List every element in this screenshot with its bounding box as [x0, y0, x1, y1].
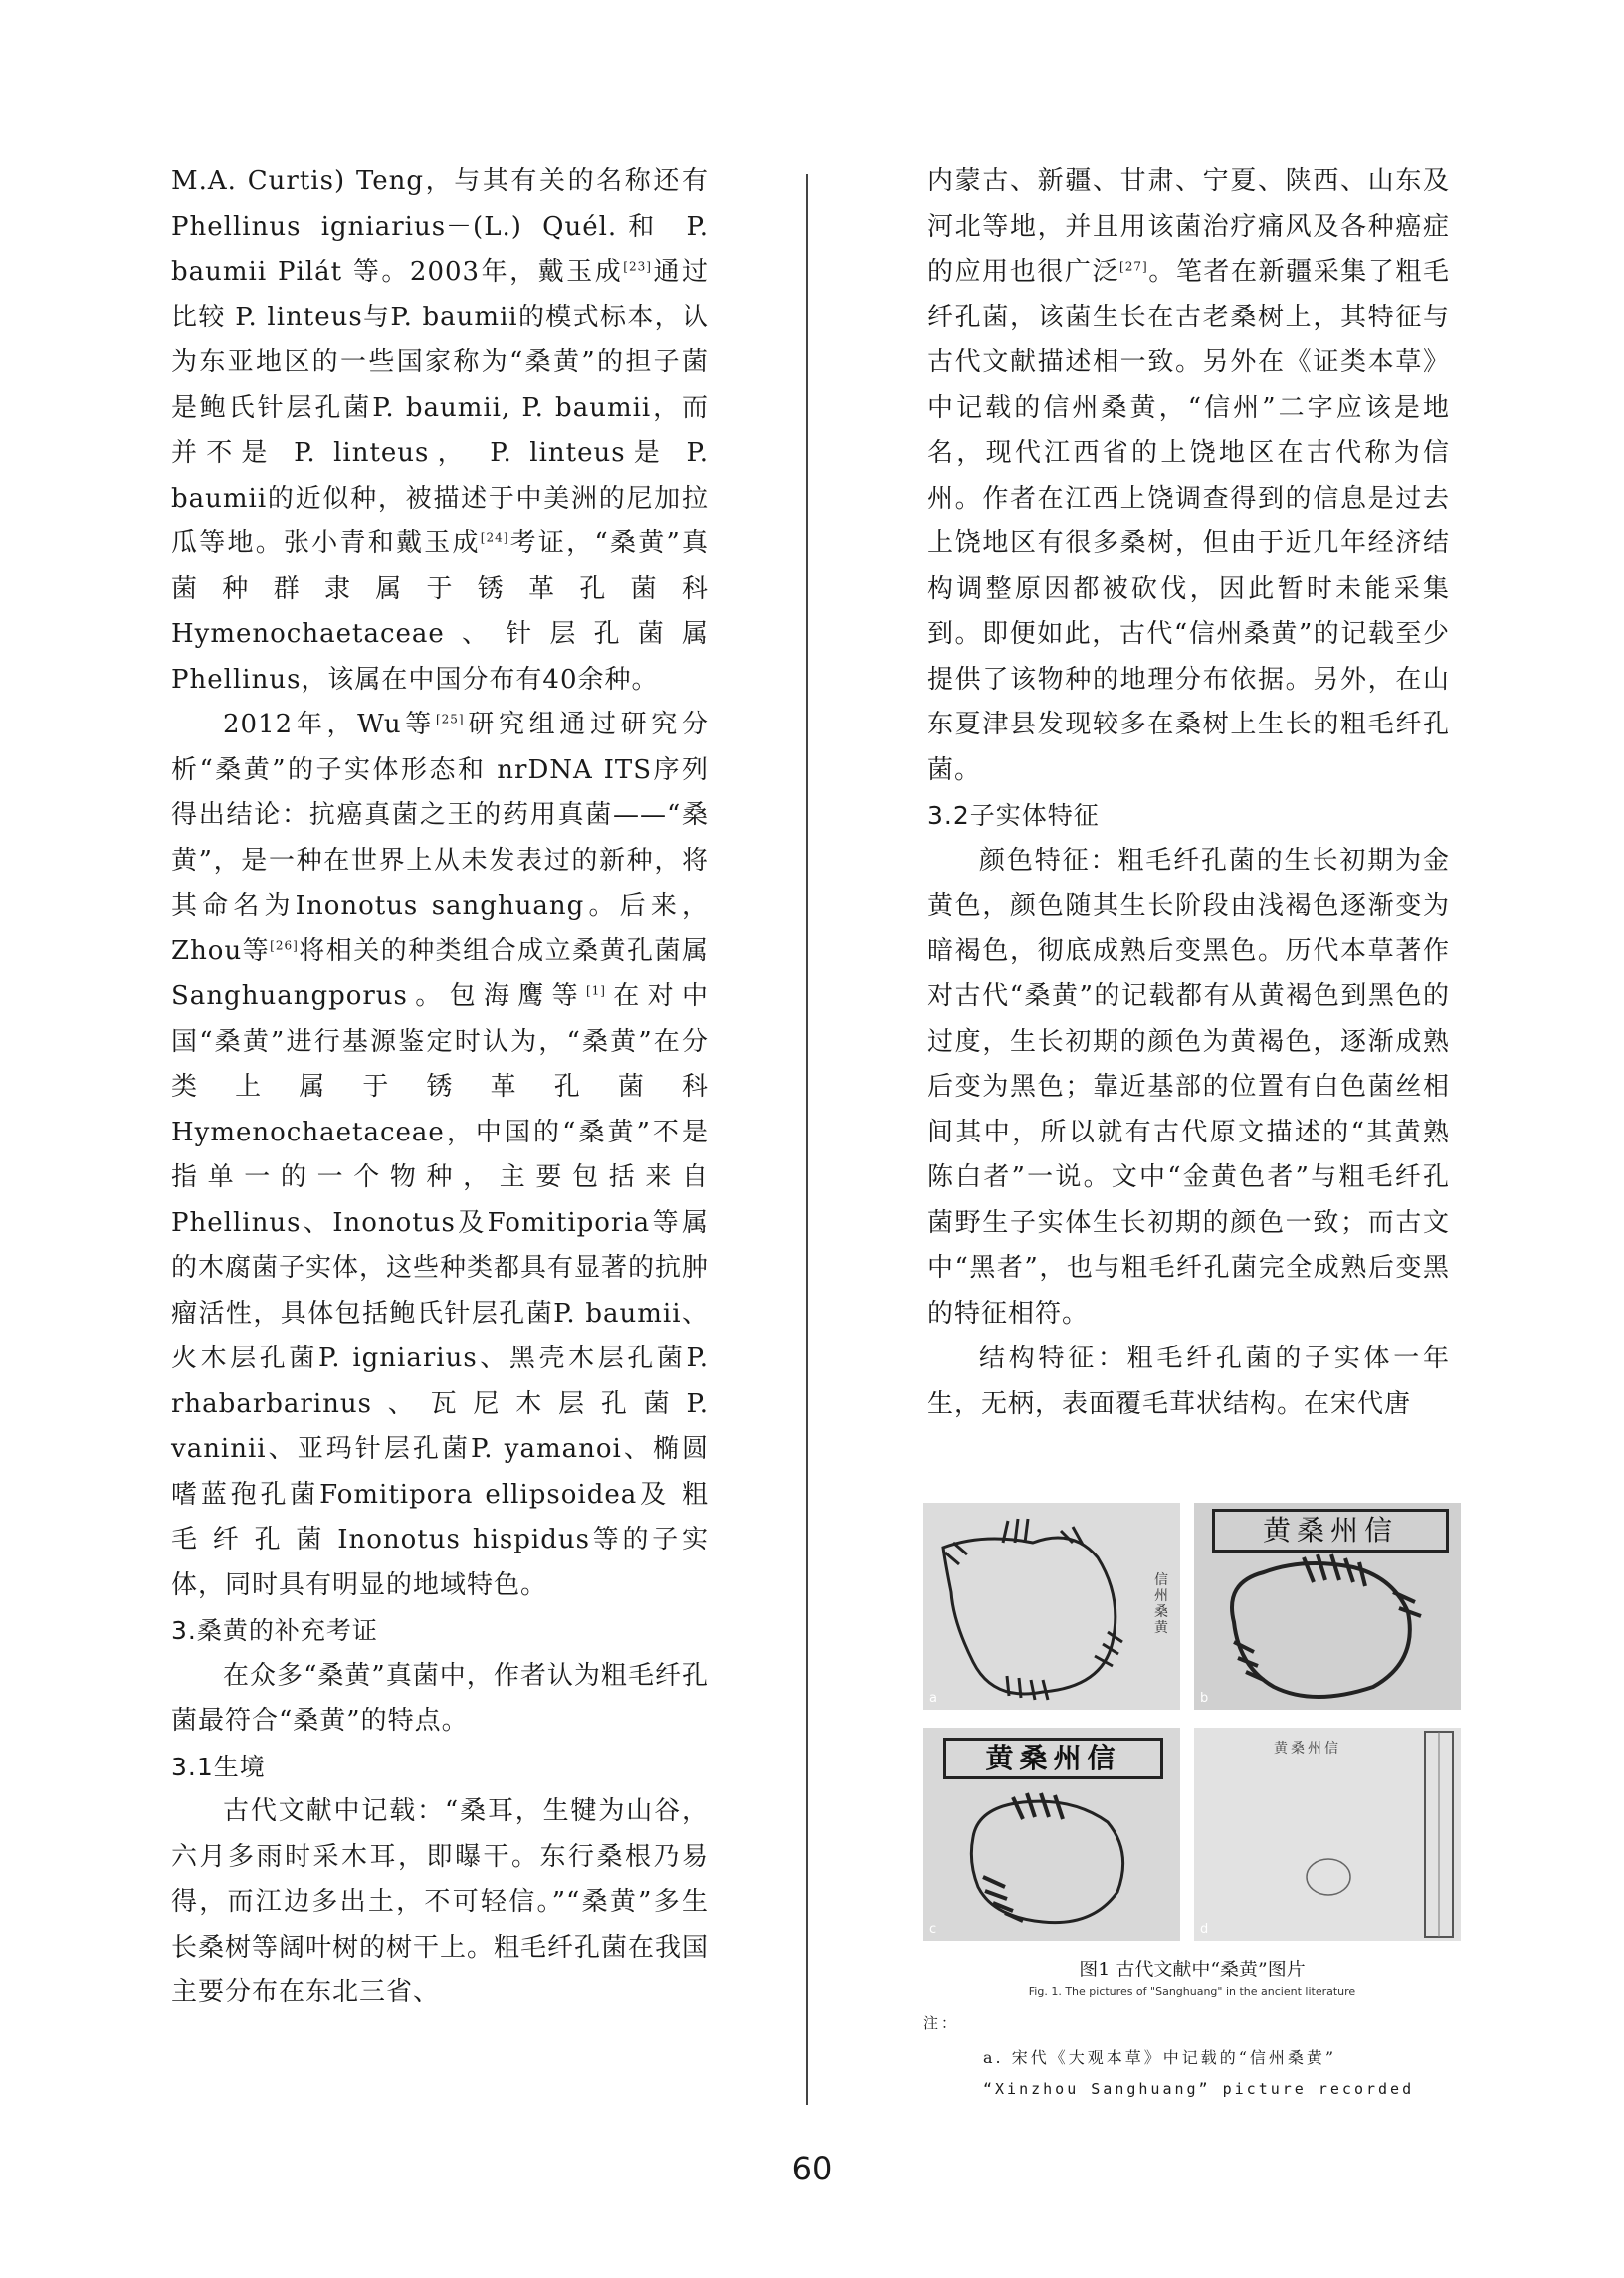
column-divider [806, 174, 808, 2105]
panel-d-title: 黄桑州信 [1274, 1741, 1341, 1757]
paragraph: 结构特征：粗毛纤孔菌的子实体一年生，无柄，表面覆毛茸状结构。在宋代唐 [927, 1344, 1450, 1419]
figure-image-grid [923, 1503, 1461, 1941]
citation: [25] [435, 712, 465, 726]
paragraph: M.A. Curtis) Teng，与其有关的名称还有Phellinus igniarius－(L.) Quél.和 P. baumii Pilát 等。2003年，戴玉成[23]通过比较 P. linteus与P. baumii的模式标本，认为东亚地区的一些国家称为“桑黄”的担子菌是鲍氏针层孔菌P. baumii, P. baumii，而并不是 P. linteus， P. linteus是 P. baumii的近似种，被描述于中美洲的尼加拉瓜等地。张小青和戴玉成[24]考证，“桑黄”真菌种群隶属于锈革孔菌科 Hymenochaetaceae、针层孔菌属 Phellinus，该属在中国分布有40余种。 [171, 166, 709, 695]
citation: [23] [623, 259, 652, 274]
page-number: 60 [791, 2150, 833, 2187]
paragraph: 颜色特征：粗毛纤孔菌的生长初期为金黄色，颜色随其生长阶段由浅褐色逐渐变为暗褐色，彻底成熟后变黑色。历代本草著作对古代“桑黄”的记载都有从黄褐色到黑色的过度，生长初期的颜色为黄褐色，逐渐成熟后变为黑色；靠近基部的位置有白色菌丝相间其中，所以就有古代原文描述的“其黄熟陈白者”一说。文中“金黄色者”与粗毛纤孔菌野生子实体生长初期的颜色一致；而古文中“黑者”，也与粗毛纤孔菌完全成熟后变黑的特征相符。 [927, 845, 1450, 1329]
section-heading: 3.桑黄的补充考证 [171, 1616, 378, 1645]
citation: [26] [270, 937, 299, 952]
citation: [24] [480, 530, 509, 545]
paragraph: 古代文献中记载：“桑耳，生犍为山谷，六月多雨时采木耳，即曝干。东行桑根乃易得，而江边多出土，不可轻信。”“桑黄”多生长桑树等阔叶树的树干上。粗毛纤孔菌在我国主要分布在东北三省、 [171, 1796, 710, 2007]
figure-note-a-en: “Xinzhou Sanghuang” picture recorded [983, 2080, 1415, 2098]
sanghuang-drawing-d [1194, 1728, 1461, 1941]
panel-a-vertical-text: 信州桑黄 [1154, 1572, 1168, 1636]
figure-note-label: 注： [923, 2014, 960, 2032]
panel-c-title: 黄桑州信 [943, 1738, 1163, 1779]
figure-caption-zh: 图1 古代文献中“桑黄”图片 [1079, 1959, 1306, 1980]
left-column [171, 159, 709, 2129]
panel-label: a [929, 1691, 937, 1706]
figure-panel-b [1194, 1503, 1461, 1710]
figure-1 [923, 1503, 1461, 2098]
subsection-heading: 3.1生境 [171, 1752, 266, 1781]
panel-label: d [1200, 1922, 1209, 1937]
figure-note-a: a. 宋代《大观本草》中记载的“信州桑黄” [983, 2048, 1337, 2067]
figure-caption-en: Fig. 1. The pictures of "Sanghuang" in the ancient literature [1028, 1985, 1356, 1998]
panel-b-title: 黄桑州信 [1212, 1509, 1449, 1553]
citation: [1] [585, 983, 606, 998]
paragraph: 在众多“桑黄”真菌中，作者认为粗毛纤孔菌最符合“桑黄”的特点。 [171, 1660, 709, 1736]
paragraph: 内蒙古、新疆、甘肃、宁夏、陕西、山东及河北等地，并且用该菌治疗痛风及各种癌症的应用也很广泛[27]。笔者在新疆采集了粗毛纤孔菌，该菌生长在古老桑树上，其特征与古代文献描述相一致。另外在《证类本草》中记载的信州桑黄，“信州”二字应该是地名，现代江西省的上饶地区在古代称为信州。作者在江西上饶调查得到的信息是过去上饶地区有很多桑树，但由于近几年经济结构调整原因都被砍伐，因此暂时未能采集到。即便如此，古代“信州桑黄”的记载至少提供了该物种的地理分布依据。另外，在山东夏津县发现较多在桑树上生长的粗毛纤孔菌。 [927, 166, 1450, 785]
figure-panel-c [923, 1728, 1180, 1941]
subsection-heading: 3.2子实体特征 [927, 801, 1100, 830]
panel-label: c [929, 1922, 937, 1937]
figure-panel-d [1194, 1728, 1461, 1941]
panel-label: b [1200, 1691, 1209, 1706]
sanghuang-drawing-a [923, 1503, 1180, 1710]
paragraph: 2012年，Wu等[25]研究组通过研究分析“桑黄”的子实体形态和 nrDNA ITS序列得出结论：抗癌真菌之王的药用真菌——“桑黄”，是一种在世界上从未发表过的新种，将其命名为Inonotus sanghuang。后来，Zhou等[26]将相关的种类组合成立桑黄孔菌属Sanghuangporus。包海鹰等[1]在对中国“桑黄”进行基源鉴定时认为，“桑黄”在分类上属于锈革孔菌科Hymenochaetaceae，中国的“桑黄”不是指单一的一个物种，主要包括来自Phellinus、Inonotus及Fomitiporia等属的木腐菌子实体，这些种类都具有显著的抗肿瘤活性，具体包括鲍氏针层孔菌P. baumii、火木层孔菌P. igniarius、黑壳木层孔菌P. rhabarbarinus、瓦尼木层孔菌P. vaninii、亚玛针层孔菌P. yamanoi、椭圆嗜蓝孢孔菌Fomitipora ellipsoidea及 粗 毛 纤 孔 菌 Inonotus hispidus等的子实体，同时具有明显的地域特色。 [171, 710, 710, 1600]
figure-panel-a [923, 1503, 1180, 1710]
citation: [27] [1119, 259, 1148, 274]
